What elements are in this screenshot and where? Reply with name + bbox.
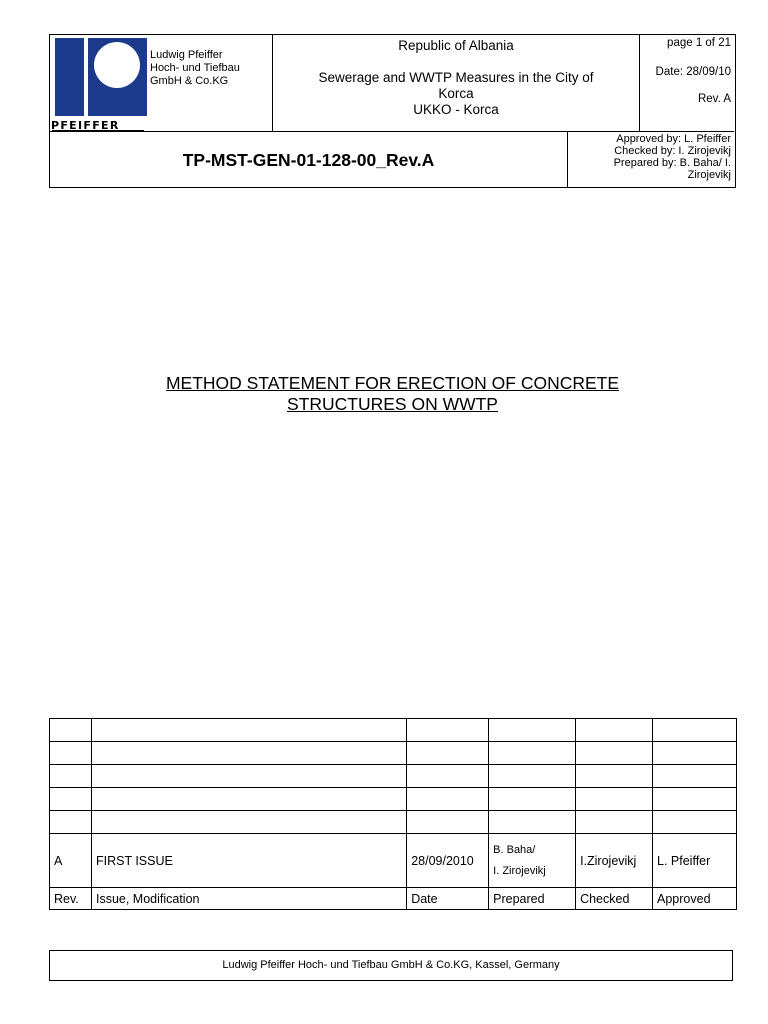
- table-row: [50, 811, 737, 834]
- column-header: Date: [407, 888, 489, 910]
- company-line: GmbH & Co.KG: [150, 75, 229, 87]
- rev-cell: A: [50, 834, 92, 888]
- prepared-line: B. Baha/: [493, 843, 536, 856]
- logo-wordmark: PFEIFFER: [51, 119, 120, 132]
- prepared-line: I. Zirojevikj: [493, 864, 546, 877]
- checked-cell: I.Zirojevikj: [576, 834, 653, 888]
- approvals-block: [568, 133, 734, 181]
- table-row: [50, 719, 737, 742]
- column-header: Issue, Modification: [91, 888, 406, 910]
- prepared-by: Prepared by: B. Baha/ I.: [613, 157, 731, 169]
- project-name: Sewerage and WWTP Measures in the City of: [318, 70, 594, 85]
- checked-by: Checked by: I. Zirojevikj: [614, 145, 731, 157]
- issue-cell: FIRST ISSUE: [91, 834, 406, 888]
- document-title: [49, 373, 736, 415]
- table-row: [50, 788, 737, 811]
- project-name-cont: Korca: [438, 86, 474, 101]
- pfeiffer-logo: [55, 38, 147, 122]
- revision-table: [49, 718, 737, 910]
- logo-cell: [50, 35, 273, 131]
- page-number: page 1 of 21: [667, 37, 731, 49]
- page-footer: Ludwig Pfeiffer Hoch- und Tiefbau GmbH & Co.KG, Kassel, Germany: [49, 950, 733, 981]
- approved-cell: L. Pfeiffer: [653, 834, 737, 888]
- revision-label: Rev. A: [697, 93, 731, 105]
- date-cell: 28/09/2010: [407, 834, 489, 888]
- project-client: UKKO - Korca: [413, 102, 499, 117]
- column-header: Approved: [653, 888, 737, 910]
- document-number: TP-MST-GEN-01-128-00_Rev.A: [50, 132, 568, 188]
- document-date: Date: 28/09/10: [655, 66, 731, 78]
- company-name: [150, 49, 240, 88]
- column-header: Prepared: [489, 888, 576, 910]
- document-header: [49, 34, 736, 188]
- project-title: [273, 35, 640, 131]
- company-line: Ludwig Pfeiffer: [150, 49, 223, 61]
- prepared-by-cont: Zirojevikj: [687, 169, 731, 181]
- table-row: [50, 742, 737, 765]
- table-row: [50, 765, 737, 788]
- company-line: Hoch- und Tiefbau: [150, 62, 240, 74]
- title-line: STRUCTURES ON WWTP: [287, 394, 498, 414]
- column-header: Checked: [576, 888, 653, 910]
- document-meta: [640, 35, 734, 131]
- project-country: Republic of Albania: [398, 38, 514, 53]
- approved-by: Approved by: L. Pfeiffer: [616, 133, 731, 145]
- column-header: Rev.: [50, 888, 92, 910]
- table-header-row: [50, 888, 737, 910]
- table-row: [50, 834, 737, 888]
- title-line: METHOD STATEMENT FOR ERECTION OF CONCRETE: [165, 373, 620, 393]
- prepared-cell: [489, 834, 576, 888]
